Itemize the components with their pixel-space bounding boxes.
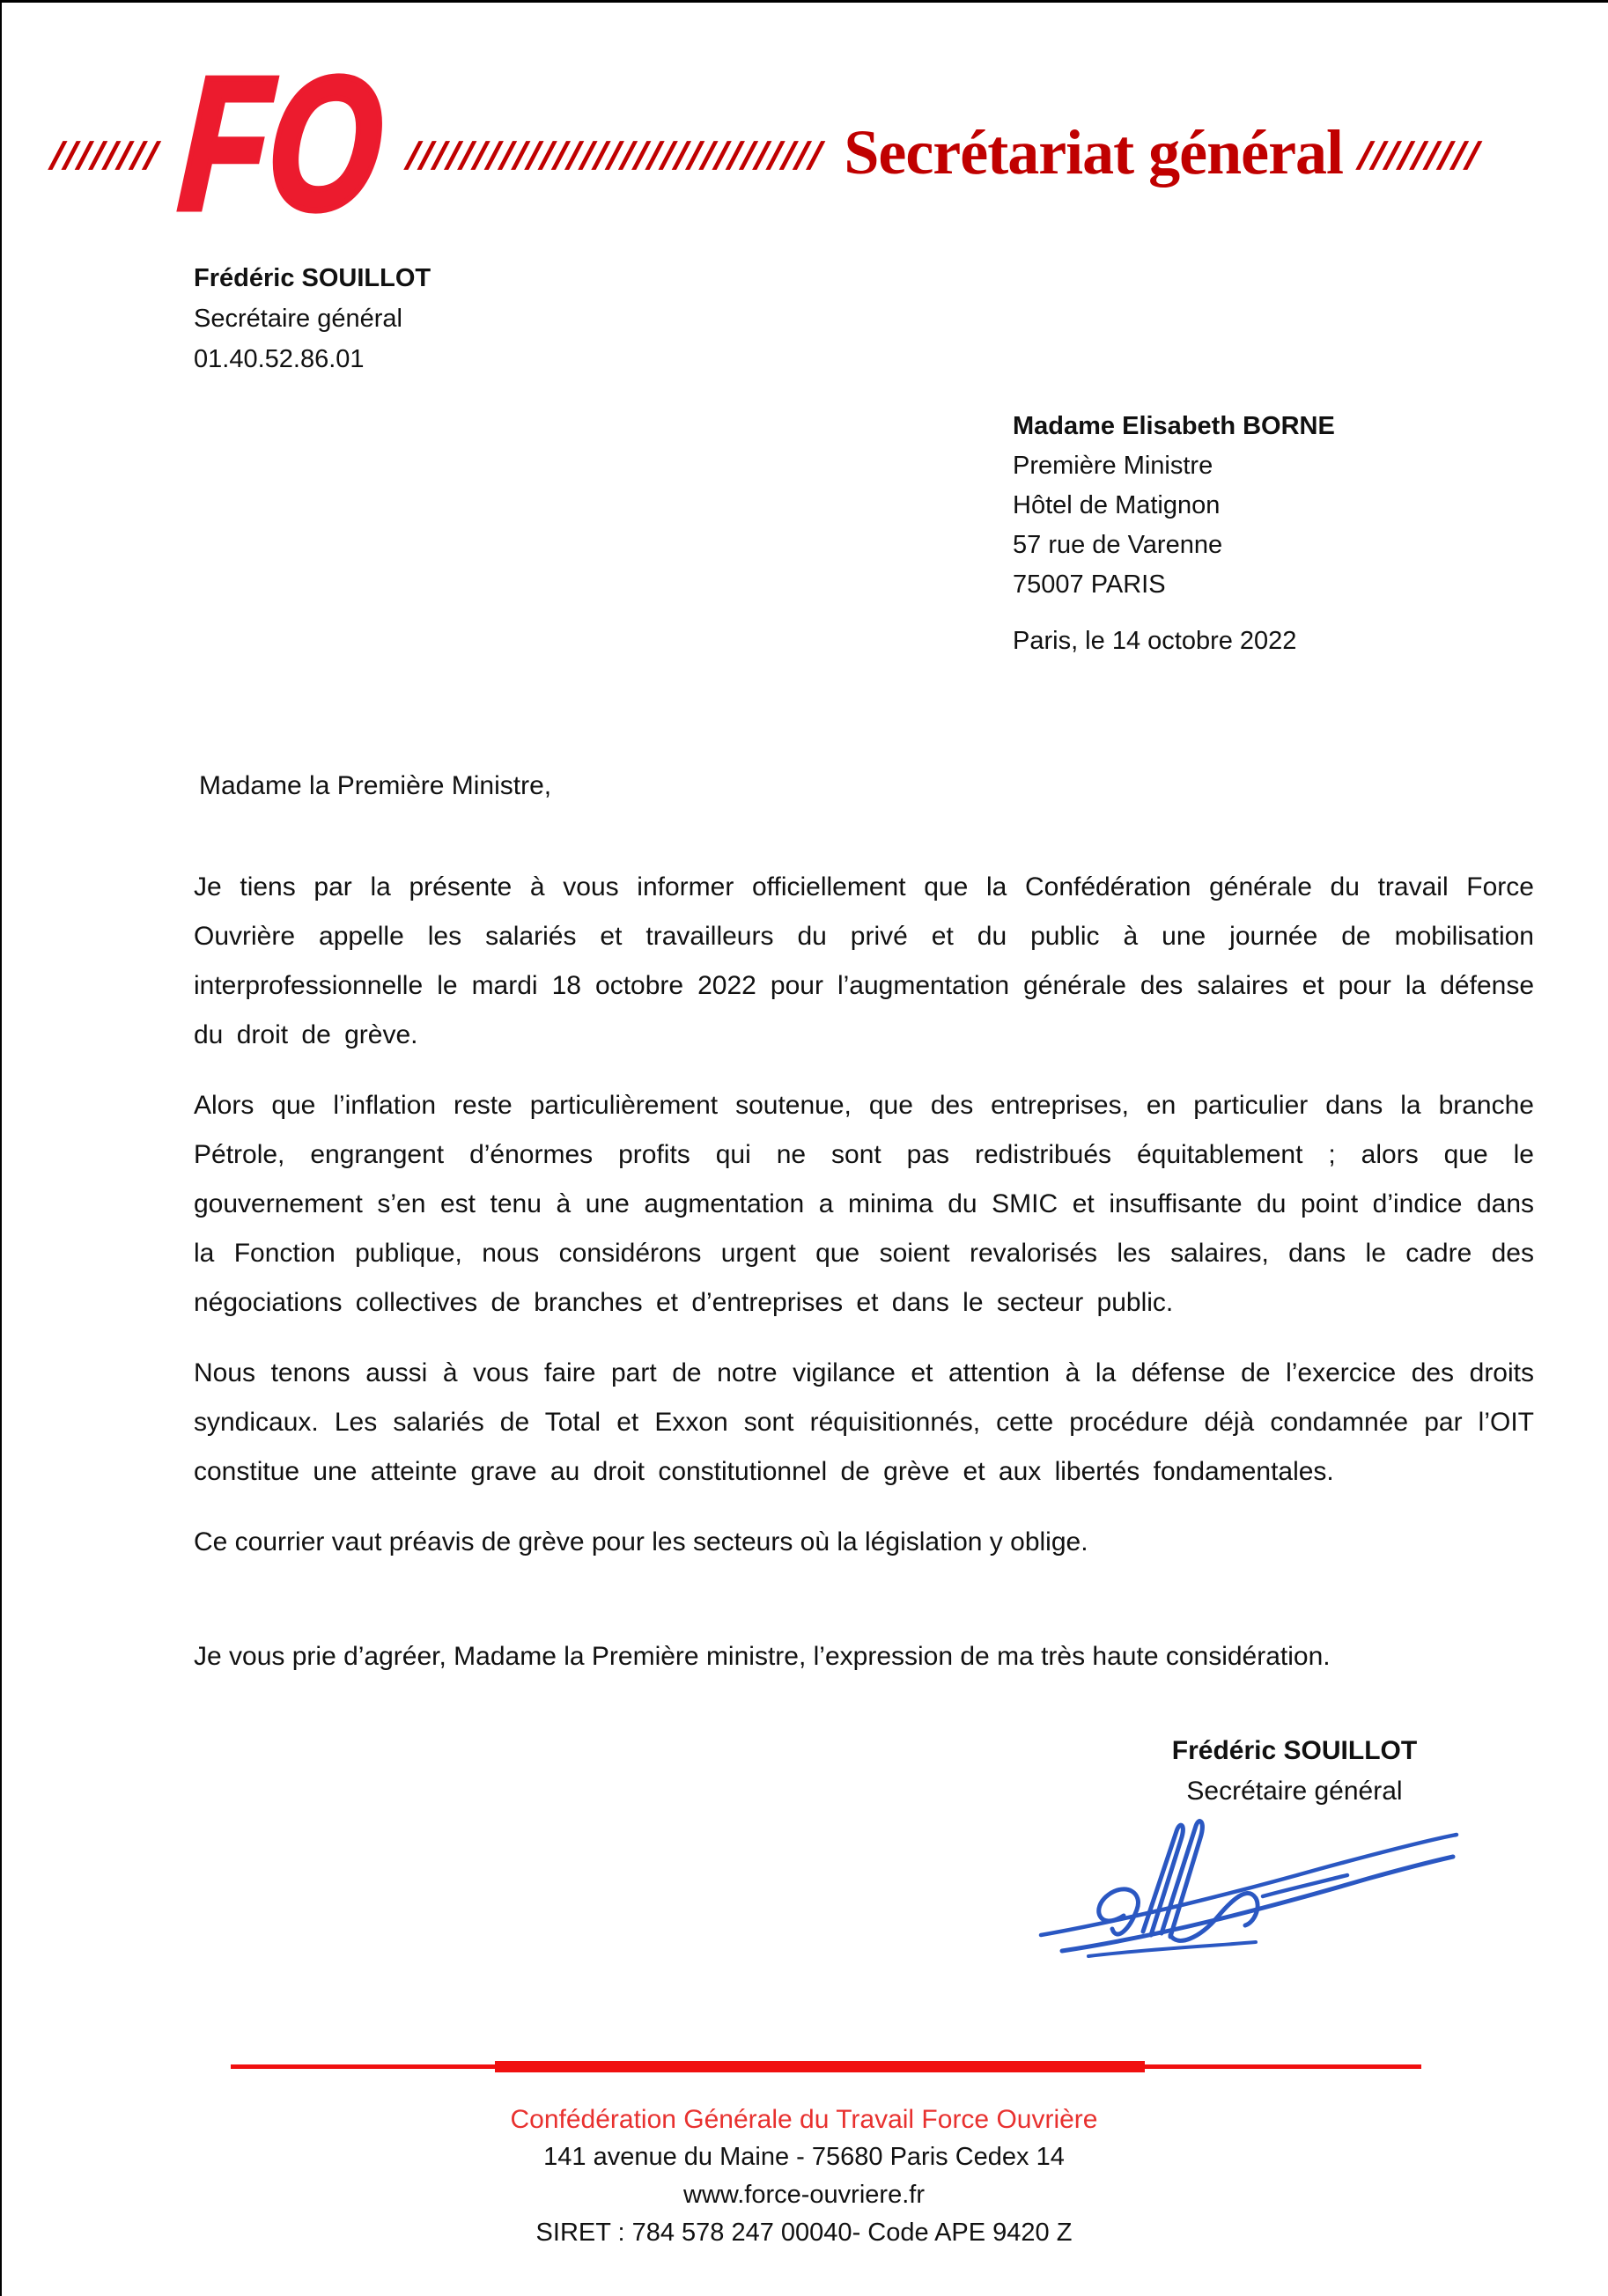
paragraph-4: Ce courrier vaut préavis de grève pour les secteurs où la législation y oblige. [194,1527,1088,1556]
footer-divider-right [1145,2064,1421,2069]
footer-website: www.force-ouvriere.fr [683,2181,925,2209]
footer-divider-center [495,2061,1145,2072]
recipient-block [1013,407,1335,605]
footer-divider-left [231,2064,495,2069]
footer-divider [231,2060,1421,2072]
letter-body [194,863,1534,1703]
closing-sentence: Je vous prie d’agréer, Madame la Première ministre, l’expression de ma très haute considération. [194,1642,1331,1671]
signatory-role: Secrétaire général [1186,1777,1403,1806]
scan-border-left [0,0,2,2296]
footer-org-name: Confédération Générale du Travail Force Ouvrière [510,2105,1098,2134]
paragraph-3: Nous tenons aussi à vous faire part de notre vigilance et attention à la défense de l’exercice des droits syndicaux. Les salariés de Total et Exxon sont réquisitionnés, cette procédure déjà condamnée par l’OIT constitue une atteinte grave au droit constitutionnel de grève et aux libertés fondamentales. [194,1358,1534,1486]
recipient-name: Madame Elisabeth BORNE [1013,412,1335,440]
footer [0,2101,1608,2252]
fo-logo: FO [173,36,388,249]
recipient-line: 75007 PARIS [1013,570,1166,599]
paragraph-2: Alors que l’inflation reste particulièrement soutenue, que des entreprises, en particulier dans la branche Pétrole, engrangent d’énormes profits qui ne sont pas redistribués équitablement ; alors que le gouvernement s’en est tenu à une augmentation a minima du SMIC et insuffisante du point d’indice dans la Fonction publique, nous considérons urgent que soient revalorisés les salaires, dans le cadre des négociations collectives de branches et d’entreprises et dans le secteur public. [194,1091,1534,1317]
header-slashes-middle: /////////////////////////////// [404,134,826,178]
signatory-name: Frédéric SOUILLOT [1171,1736,1418,1765]
header-title: Secrétariat général [844,116,1344,188]
header-slashes-right: ///////// [1355,134,1483,178]
sender-phone: 01.40.52.86.01 [194,345,365,373]
handwritten-signature [1037,1784,1462,1960]
signature-scrawl-icon [1037,1784,1462,1960]
paragraph-1: Je tiens par la présente à vous informer officiellement que la Confédération générale du travail Force Ouvrière appelle les salariés et travailleurs du privé et du public à une journée de mobilisation interprofessionnelle le mardi 18 octobre 2022 pour l’augmentation générale des salaires et pour la défense du droit de grève. [194,872,1534,1049]
recipient-line: Hôtel de Matignon [1013,491,1221,519]
sender-name: Frédéric SOUILLOT [194,264,432,292]
scan-border-top [0,0,1608,3]
footer-siret: SIRET : 784 578 247 00040- Code APE 9420 Z [535,2219,1073,2247]
letterhead [48,36,1566,249]
date-line: Paris, le 14 octobre 2022 [1013,627,1297,655]
header-slashes-left: //////// [48,134,162,178]
sender-role: Secrétaire général [194,305,402,333]
footer-address: 141 avenue du Maine - 75680 Paris Cedex 14 [543,2143,1065,2171]
sender-block [194,258,431,379]
recipient-line: 57 rue de Varenne [1013,531,1223,559]
recipient-line: Première Ministre [1013,452,1213,480]
salutation: Madame la Première Ministre, [199,771,552,800]
